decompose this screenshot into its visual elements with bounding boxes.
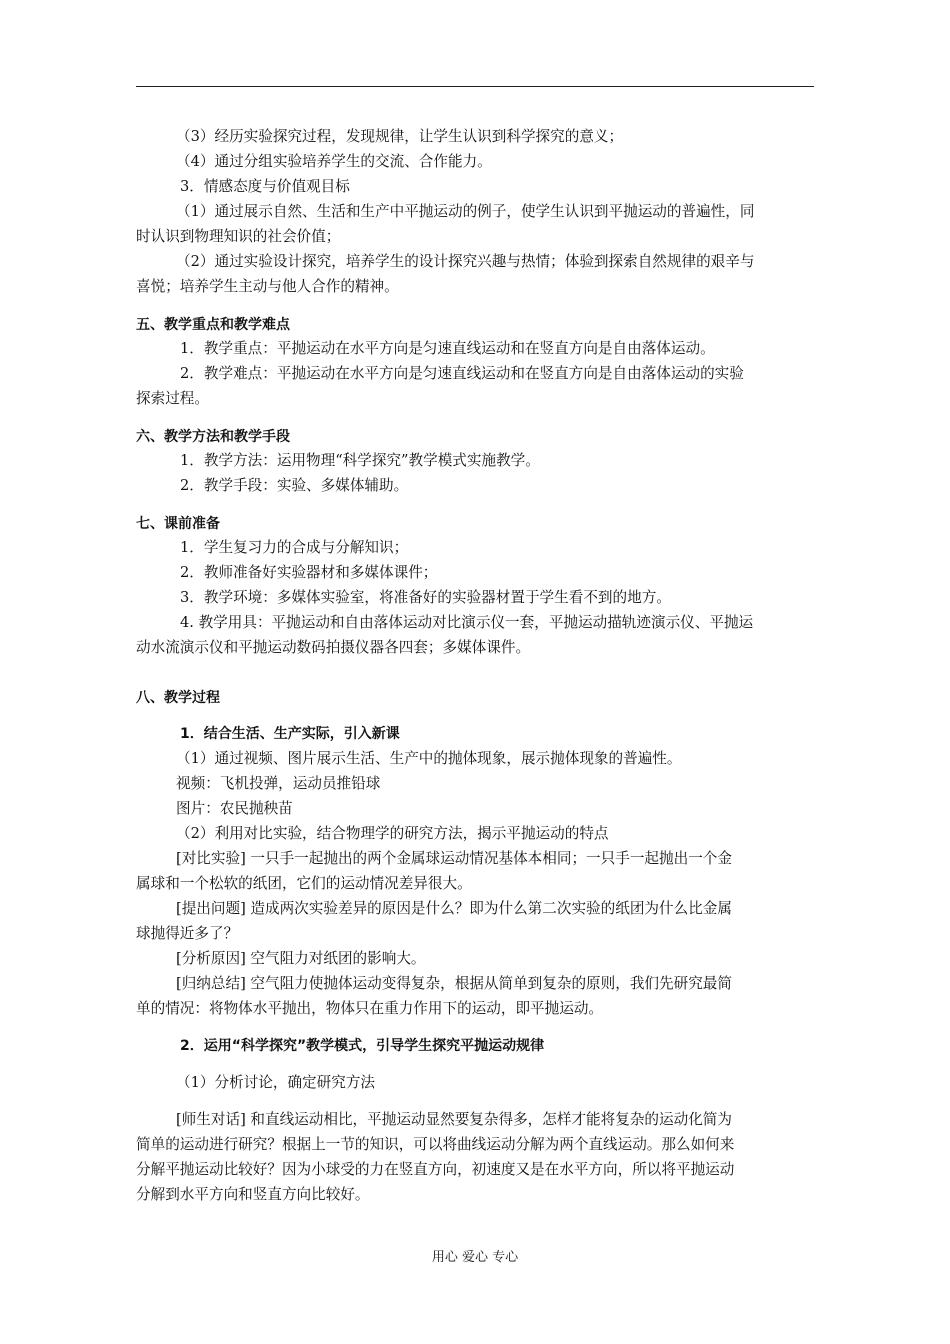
- header-rule: [136, 86, 814, 87]
- text-line: 分解到水平方向和竖直方向比较好。: [136, 1186, 370, 1203]
- text-line: （1）通过展示自然、生活和生产中平抛运动的例子，使学生认识到平抛运动的普遍性，同: [176, 203, 755, 220]
- text-line: 1．教学方法：运用物理“科学探究”教学模式实施教学。: [180, 452, 540, 469]
- text-line: 2．教学难点：平抛运动在水平方向是匀速直线运动和在竖直方向是自由落体运动的实验: [180, 365, 744, 382]
- text-line: 动水流演示仪和平抛运动数码拍摄仪器各四套；多媒体课件。: [136, 639, 531, 656]
- text-line: 2．教学手段：实验、多媒体辅助。: [180, 477, 409, 494]
- subsection-heading: 1．结合生活、生产实际，引入新课: [180, 726, 400, 742]
- text-line: 球抛得近多了？: [136, 925, 239, 942]
- text-line: [师生对话] 和直线运动相比，平抛运动显然要复杂得多，怎样才能将复杂的运动化简为: [176, 1111, 732, 1128]
- text-line: 喜悦；培养学生主动与他人合作的精神。: [136, 278, 399, 295]
- text-line: 1．学生复习力的合成与分解知识；: [180, 539, 409, 556]
- section-heading: 七、课前准备: [136, 516, 220, 532]
- section-heading: 八、教学过程: [136, 690, 220, 706]
- text-line: [对比实验] 一只手一起抛出的两个金属球运动情况基体本相同；一只手一起抛出一个金: [176, 850, 732, 867]
- text-line: 单的情况：将物体水平抛出，物体只在重力作用下的运动，即平抛运动。: [136, 1000, 604, 1017]
- text-line: 探索过程。: [136, 390, 209, 407]
- text-line: （3）经历实验探究过程，发现规律，让学生认识到科学探究的意义；: [176, 128, 624, 145]
- text-line: 4. 教学用具：平抛运动和自由落体运动对比演示仪一套，平抛运动描轨迹演示仪、平抛运: [180, 614, 754, 631]
- subsection-heading: 2．运用“科学探究”教学模式，引导学生探究平抛运动规律: [180, 1038, 545, 1054]
- text-line: [提出问题] 造成两次实验差异的原因是什么？即为什么第二次实验的纸团为什么比金属: [176, 900, 732, 917]
- text-line: [归纳总结] 空气阻力使抛体运动变得复杂，根据从简单到复杂的原则，我们先研究最简: [176, 975, 732, 992]
- text-line: （2）通过实验设计探究，培养学生的设计探究兴趣与热情；体验到探索自然规律的艰辛与: [176, 253, 755, 270]
- text-line: 1．教学重点：平抛运动在水平方向是匀速直线运动和在竖直方向是自由落体运动。: [180, 340, 715, 357]
- text-line: 2．教师准备好实验器材和多媒体课件；: [180, 564, 438, 581]
- section-subtitle: 3．情感态度与价值观目标: [180, 178, 350, 195]
- text-line: 分解平抛运动比较好？因为小球受的力在竖直方向，初速度又是在水平方向，所以将平抛运动: [136, 1161, 735, 1178]
- text-line: （2）利用对比实验，结合物理学的研究方法，揭示平抛运动的特点: [176, 825, 609, 842]
- text-line: 3．教学环境：多媒体实验室，将准备好的实验器材置于学生看不到的地方。: [180, 589, 671, 606]
- text-line: 属球和一个松软的纸团，它们的运动情况差异很大。: [136, 875, 472, 892]
- text-line: （1）分析讨论，确定研究方法: [176, 1074, 376, 1091]
- text-line: （4）通过分组实验培养学生的交流、合作能力。: [176, 153, 492, 170]
- text-line: 时认识到物理知识的社会价值；: [136, 228, 341, 245]
- text-line: [分析原因] 空气阻力对纸团的影响大。: [176, 950, 426, 967]
- section-heading: 六、教学方法和教学手段: [136, 429, 290, 445]
- text-line: 图片：农民抛秧苗: [176, 800, 293, 817]
- text-line: （1）通过视频、图片展示生活、生产中的抛体现象，展示抛体现象的普遍性。: [176, 750, 682, 767]
- text-line: 简单的运动进行研究？根据上一节的知识，可以将曲线运动分解为两个直线运动。那么如何来: [136, 1136, 735, 1153]
- page-footer: 用心 爱心 专心: [431, 1250, 519, 1265]
- section-heading: 五、教学重点和教学难点: [136, 317, 290, 333]
- text-line: 视频：飞机投弹，运动员推铅球: [176, 775, 381, 792]
